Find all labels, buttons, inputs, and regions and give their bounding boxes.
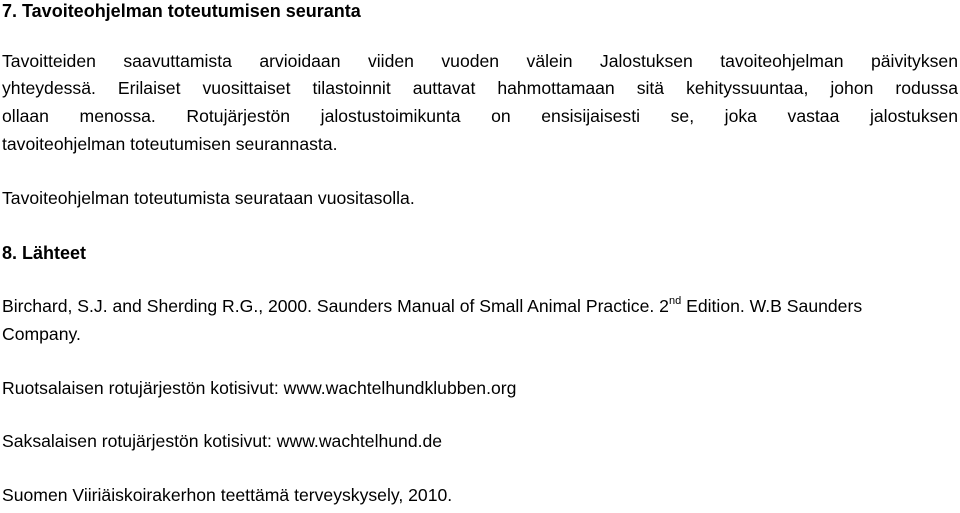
reference-1-line-1 xyxy=(2,295,863,316)
reference-3: Saksalaisen rotujärjestön kotisivut: www.wachtelhund.de xyxy=(2,431,443,451)
reference-1-text: Birchard, S.J. and Sherding R.G., 2000. Saunders Manual of Small Animal Practice. 2 xyxy=(2,296,669,316)
reference-1-text-end: Edition. W.B Saunders xyxy=(681,296,863,316)
reference-4: Suomen Viiriäiskoirakerhon teettämä terveyskysely, 2010. xyxy=(2,485,453,505)
paragraph-1-line-4: tavoiteohjelman toteutumisen seurannasta. xyxy=(2,134,338,154)
reference-2: Ruotsalaisen rotujärjestön kotisivut: www.wachtelhundklubben.org xyxy=(2,378,517,398)
section-7-heading: 7. Tavoiteohjelman toteutumisen seuranta xyxy=(2,1,361,21)
reference-1-line-2: Company. xyxy=(2,324,81,344)
paragraph-1-line-1: Tavoitteiden saavuttamista arvioidaan viiden vuoden välein Jalostuksen tavoiteohjelman päivityksen xyxy=(2,51,958,71)
paragraph-2: Tavoiteohjelman toteutumista seurataan vuositasolla. xyxy=(2,188,415,208)
reference-1-superscript: nd xyxy=(668,295,682,307)
paragraph-1-line-2: yhteydessä. Erilaiset vuosittaiset tilastoinnit auttavat hahmottamaan sitä kehityssuuntaa, johon rodussa xyxy=(2,78,958,98)
section-8-heading: 8. Lähteet xyxy=(2,243,87,263)
paragraph-1-line-3: ollaan menossa. Rotujärjestön jalostustoimikunta on ensisijaisesti se, joka vastaa jalostuksen xyxy=(2,106,958,126)
